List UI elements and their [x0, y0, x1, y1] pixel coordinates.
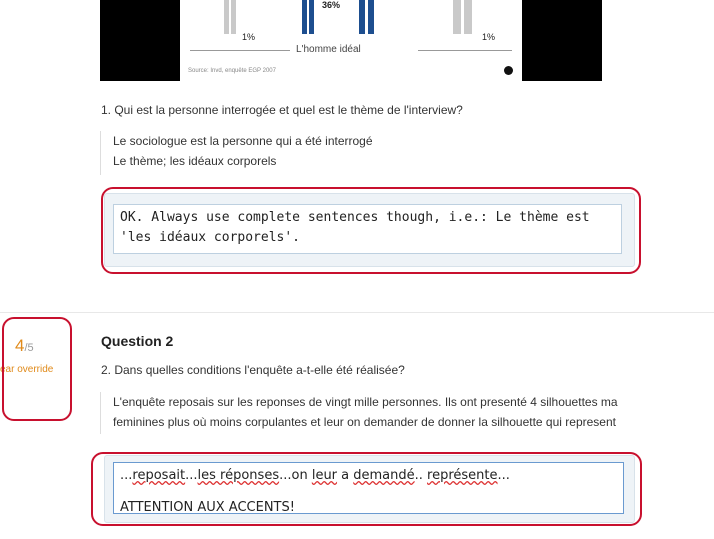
answer-line: L'enquête reposais sur les reponses de vingt mille personnes. Ils ont presenté 4 silhouettes ma	[113, 395, 618, 409]
spellcheck-word: demandé	[353, 468, 415, 483]
spellcheck-word: leur	[311, 468, 338, 483]
caption-rule-left	[190, 50, 290, 51]
spellcheck-word: reposait	[132, 468, 186, 483]
spellcheck-word: représente	[427, 468, 498, 483]
question-2-title: Question 2	[101, 333, 174, 349]
infographic-panel	[180, 0, 522, 81]
answer-line: feminines plus où moins corpulantes et leur on demander de donner la silhouette qui represent	[113, 415, 616, 429]
answer-line: Le thème; les idéaux corporels	[113, 154, 277, 168]
silhouette-left-icon	[220, 0, 240, 36]
publisher-logo-icon	[504, 66, 513, 75]
question-2-answer	[100, 392, 714, 434]
infographic-image	[100, 0, 602, 81]
percent-right: 1%	[482, 32, 496, 42]
section-divider	[0, 312, 714, 313]
question-1-text: 1. Qui est la personne interrogée et quel est le thème de l'interview?	[101, 103, 463, 117]
percent-left: 1%	[242, 32, 256, 42]
feedback-line-1: ...reposait...les réponses...on leur a demandé.. représente...	[120, 468, 510, 483]
silhouette-center-left-icon	[298, 0, 318, 36]
silhouette-right-icon	[450, 0, 476, 36]
score-override-link[interactable]: ear override	[0, 364, 54, 375]
figure-caption: L'homme idéal	[296, 44, 361, 55]
percent-center: 36%	[322, 0, 341, 10]
annotation-outline-feedback-2	[91, 452, 642, 526]
figure-source: Source: Invd, enquête EGP 2007	[188, 68, 276, 74]
caption-rule-right	[418, 50, 512, 51]
silhouette-center-right-icon	[355, 0, 379, 36]
answer-line: Le sociologue est la personne qui a été interrogé	[113, 134, 373, 148]
annotation-outline-score	[2, 317, 72, 421]
spellcheck-word: les réponses	[197, 468, 280, 483]
feedback-line-2: ATTENTION AUX ACCENTS!	[120, 500, 295, 515]
question-1-feedback-text[interactable]: OK. Always use complete sentences though, i.e.: Le thème est 'les idéaux corporels'.	[113, 204, 622, 254]
question-2-text: 2. Dans quelles conditions l'enquête a-t-elle été réalisée?	[101, 363, 405, 377]
score-max: /5	[24, 342, 34, 354]
annotation-outline-feedback-1	[101, 187, 641, 274]
score-value: 4	[15, 336, 25, 355]
question-1-answer	[100, 131, 373, 175]
